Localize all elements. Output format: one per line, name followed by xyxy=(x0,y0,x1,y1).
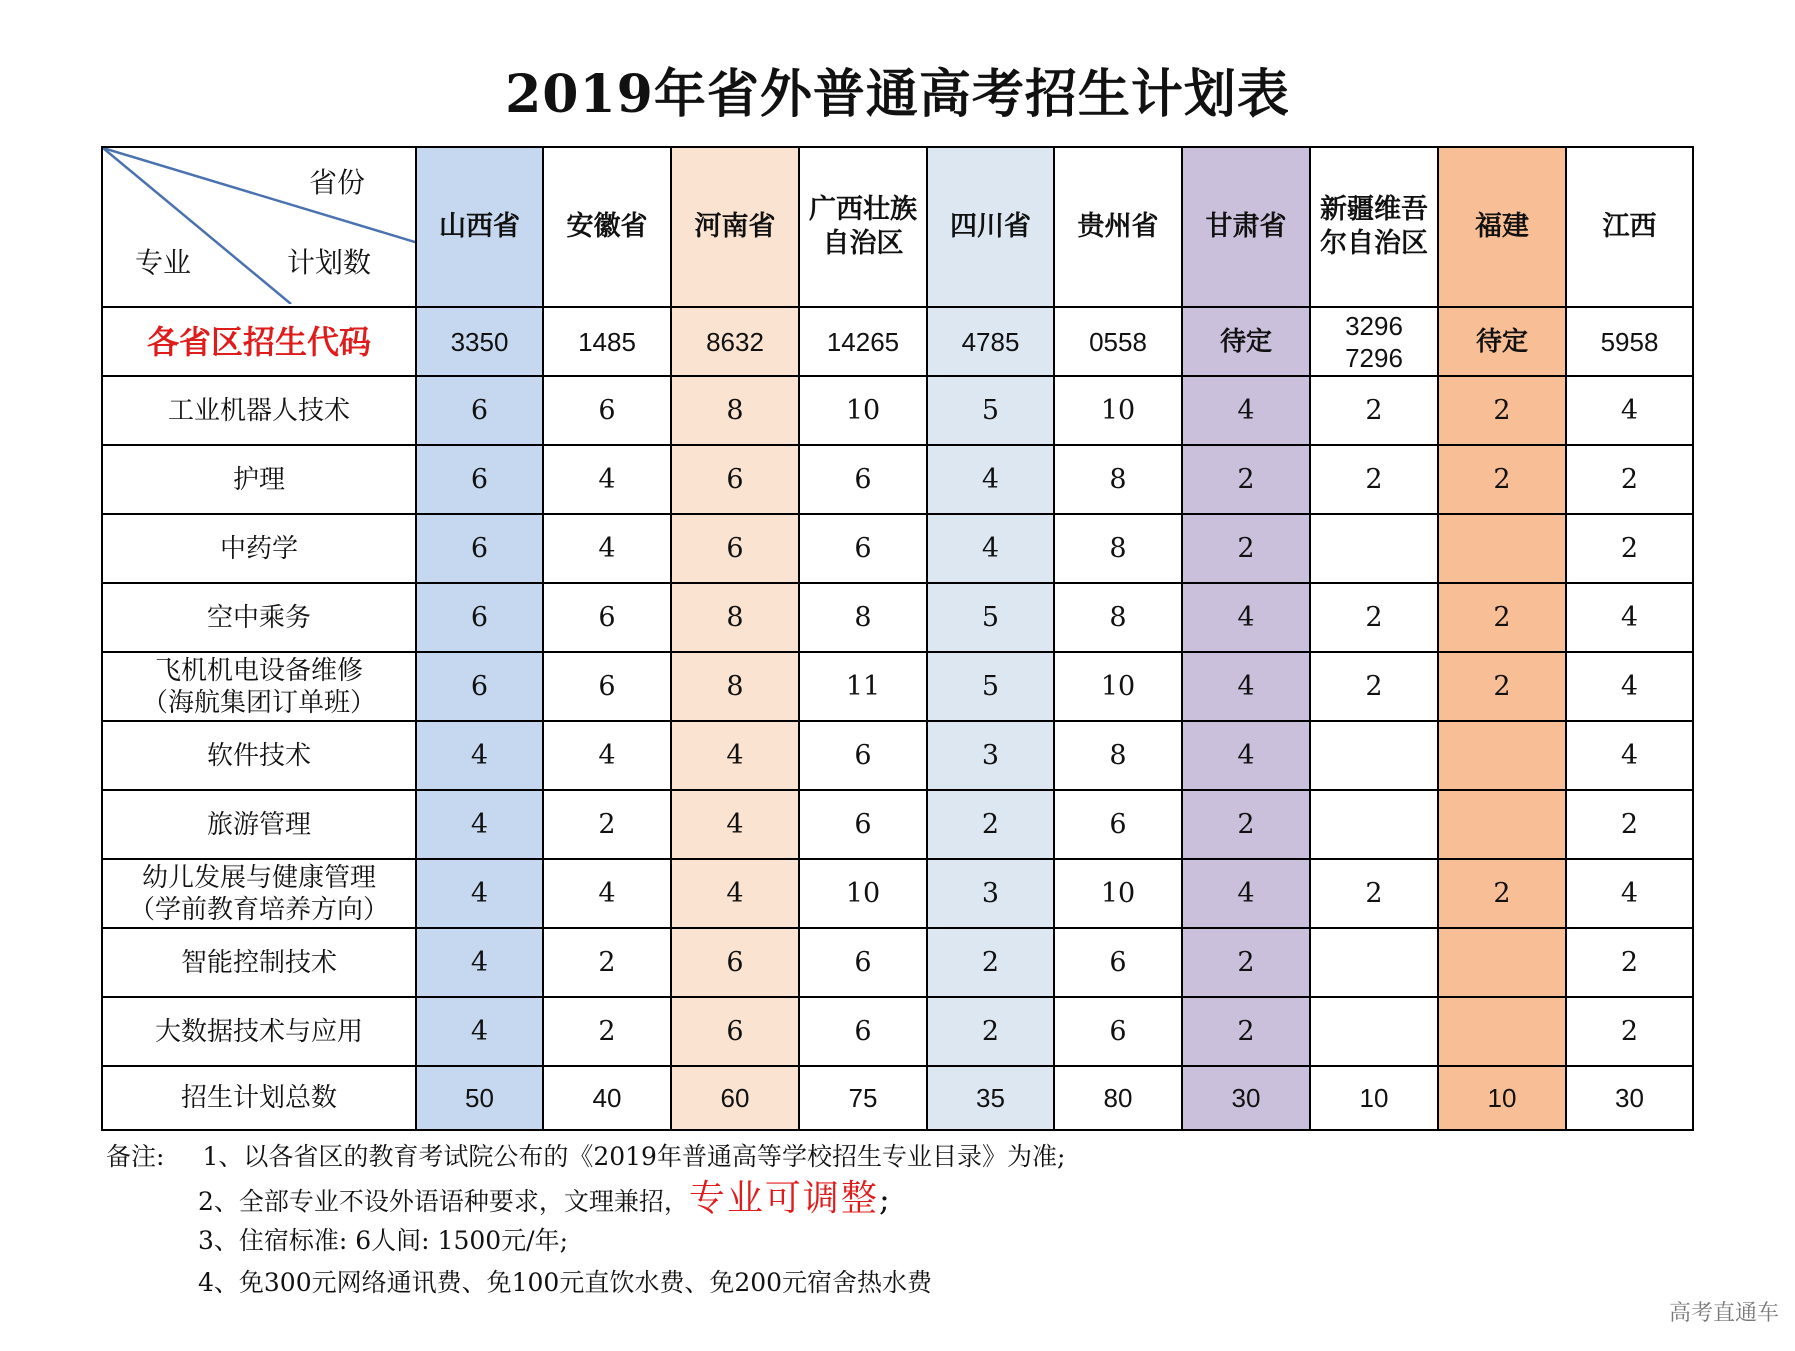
plan-count-cell: 2 xyxy=(1182,928,1310,997)
major-name-cell xyxy=(102,652,416,721)
province-code-5 xyxy=(1054,307,1182,376)
plan-count-cell: 35 xyxy=(927,1066,1054,1130)
province-code-line: 1485 xyxy=(578,326,636,357)
major-name-line: （海航集团订单班） xyxy=(141,687,376,718)
province-header-line: 福建 xyxy=(1475,211,1529,242)
major-row xyxy=(102,445,1693,514)
plan-count-cell xyxy=(1438,514,1566,583)
province-code-line: 7296 xyxy=(1345,342,1403,373)
plan-count-cell: 6 xyxy=(671,514,799,583)
plan-count-cell: 2 xyxy=(1182,997,1310,1066)
total-row xyxy=(102,1066,1693,1130)
province-header-line: 尔自治区 xyxy=(1320,228,1428,259)
plan-count-cell: 4 xyxy=(1182,376,1310,445)
plan-count-cell xyxy=(1310,997,1438,1066)
plan-count-cell: 2 xyxy=(1310,445,1438,514)
major-row xyxy=(102,928,1693,997)
province-header-line: 广西壮族 xyxy=(809,194,917,225)
plan-count-cell: 3 xyxy=(927,859,1054,928)
major-name-line: 旅游管理 xyxy=(206,809,311,840)
plan-count-cell: 6 xyxy=(543,583,671,652)
province-code-1 xyxy=(543,307,671,376)
major-name-line: 工业机器人技术 xyxy=(167,395,350,426)
plan-count-cell: 4 xyxy=(1566,376,1693,445)
plan-count-cell: 4 xyxy=(416,997,543,1066)
note-2-end: ; xyxy=(878,1180,890,1218)
plan-count-cell: 4 xyxy=(416,721,543,790)
province-code-7 xyxy=(1310,307,1438,376)
province-code-6 xyxy=(1182,307,1310,376)
plan-count-cell: 6 xyxy=(799,928,927,997)
plan-count-cell: 2 xyxy=(1438,583,1566,652)
province-code-4 xyxy=(927,307,1054,376)
province-code-line: 3296 xyxy=(1345,310,1403,341)
province-header-line: 山西省 xyxy=(439,211,520,242)
major-name-line: 智能控制技术 xyxy=(180,947,337,978)
plan-count-cell: 8 xyxy=(671,652,799,721)
plan-count-cell: 6 xyxy=(799,445,927,514)
plan-count-cell: 6 xyxy=(543,376,671,445)
plan-count-cell: 10 xyxy=(1054,859,1182,928)
plan-count-cell: 6 xyxy=(1054,997,1182,1066)
major-name-line: 幼儿发展与健康管理 xyxy=(141,862,376,893)
corner-count-label: 计划数 xyxy=(287,246,372,279)
province-header-4 xyxy=(927,147,1054,307)
plan-count-cell: 2 xyxy=(1566,790,1693,859)
plan-count-cell: 10 xyxy=(799,376,927,445)
plan-count-cell: 6 xyxy=(416,376,543,445)
plan-count-cell: 2 xyxy=(543,790,671,859)
major-name-line: 飞机机电设备维修 xyxy=(154,655,363,686)
province-code-line: 0558 xyxy=(1089,326,1147,357)
plan-count-cell xyxy=(1310,928,1438,997)
note-line-3 xyxy=(106,1221,1065,1263)
plan-count-cell: 10 xyxy=(1310,1066,1438,1130)
plan-count-cell: 2 xyxy=(543,997,671,1066)
plan-count-cell: 4 xyxy=(1182,859,1310,928)
major-row xyxy=(102,376,1693,445)
plan-count-cell: 10 xyxy=(1054,652,1182,721)
code-row-label: 各省区招生代码 xyxy=(102,307,416,376)
province-header-7 xyxy=(1310,147,1438,307)
province-code-line: 3350 xyxy=(450,326,509,357)
note-line-4 xyxy=(106,1263,1065,1305)
notes-section xyxy=(106,1137,1065,1305)
major-name-cell xyxy=(102,445,416,514)
note-3-text: 3、住宿标准: 6人间: 1500元/年; xyxy=(198,1226,569,1255)
province-header-line: 贵州省 xyxy=(1077,211,1159,242)
plan-count-cell: 2 xyxy=(1438,376,1566,445)
plan-count-cell: 2 xyxy=(1438,859,1566,928)
plan-count-cell: 60 xyxy=(671,1066,799,1130)
plan-count-cell: 6 xyxy=(799,997,927,1066)
plan-count-cell: 10 xyxy=(1054,376,1182,445)
plan-count-cell: 30 xyxy=(1566,1066,1693,1130)
province-header-line: 甘肃省 xyxy=(1205,211,1287,242)
plan-count-cell: 4 xyxy=(416,790,543,859)
plan-count-cell: 2 xyxy=(927,997,1054,1066)
plan-count-cell: 4 xyxy=(671,721,799,790)
plan-count-cell: 6 xyxy=(671,445,799,514)
major-row xyxy=(102,583,1693,652)
plan-count-cell: 6 xyxy=(799,790,927,859)
plan-count-cell: 6 xyxy=(799,514,927,583)
corner-diagonal-lines xyxy=(103,148,415,304)
plan-count-cell: 2 xyxy=(1310,583,1438,652)
province-code-row xyxy=(102,307,1693,376)
plan-count-cell: 4 xyxy=(416,859,543,928)
plan-count-cell: 4 xyxy=(671,790,799,859)
major-name-line: 大数据技术与应用 xyxy=(154,1016,363,1047)
plan-count-cell: 2 xyxy=(1566,445,1693,514)
plan-count-cell: 40 xyxy=(543,1066,671,1130)
major-name-line: 软件技术 xyxy=(206,740,311,771)
province-code-line: 5958 xyxy=(1600,326,1659,357)
page-title: 2019年省外普通高考招生计划表 xyxy=(505,64,1290,125)
major-row xyxy=(102,652,1693,721)
note-2-highlight: 专业可调整 xyxy=(688,1178,879,1219)
plan-count-cell: 6 xyxy=(416,445,543,514)
plan-count-cell: 8 xyxy=(799,583,927,652)
plan-count-cell: 4 xyxy=(1566,652,1693,721)
plan-count-cell: 6 xyxy=(799,721,927,790)
major-name-line: 空中乘务 xyxy=(206,602,311,633)
major-row xyxy=(102,721,1693,790)
province-header-5 xyxy=(1054,147,1182,307)
major-name-cell xyxy=(102,514,416,583)
plan-count-cell: 6 xyxy=(416,583,543,652)
note-line-1 xyxy=(106,1137,1065,1179)
province-header-line: 自治区 xyxy=(822,228,904,259)
plan-count-cell: 4 xyxy=(1566,721,1693,790)
plan-count-cell: 8 xyxy=(1054,721,1182,790)
plan-count-cell: 4 xyxy=(1182,652,1310,721)
plan-count-cell: 4 xyxy=(543,859,671,928)
plan-count-cell: 2 xyxy=(1566,928,1693,997)
province-code-line: 8632 xyxy=(706,326,764,357)
major-name-line: 招生计划总数 xyxy=(180,1083,337,1113)
plan-count-cell xyxy=(1438,721,1566,790)
plan-count-cell: 2 xyxy=(1310,859,1438,928)
plan-count-cell: 50 xyxy=(416,1066,543,1130)
province-code-0 xyxy=(416,307,543,376)
plan-count-cell: 4 xyxy=(416,928,543,997)
plan-count-cell xyxy=(1310,790,1438,859)
plan-count-cell: 5 xyxy=(927,376,1054,445)
plan-count-cell: 6 xyxy=(671,928,799,997)
note-4-text: 4、免300元网络通讯费、免100元直饮水费、免200元宿舍热水费 xyxy=(198,1268,933,1297)
plan-count-cell: 6 xyxy=(416,514,543,583)
major-row xyxy=(102,514,1693,583)
plan-count-cell: 4 xyxy=(927,514,1054,583)
header-row xyxy=(102,147,1693,307)
enrollment-plan-table xyxy=(101,146,1694,1131)
major-row xyxy=(102,859,1693,928)
province-header-2 xyxy=(671,147,799,307)
major-row xyxy=(102,790,1693,859)
province-code-8 xyxy=(1438,307,1566,376)
province-header-line: 四川省 xyxy=(950,211,1031,242)
major-name-cell xyxy=(102,721,416,790)
plan-count-cell xyxy=(1438,790,1566,859)
plan-count-cell: 10 xyxy=(1438,1066,1566,1130)
plan-count-cell: 8 xyxy=(1054,583,1182,652)
plan-count-cell: 4 xyxy=(543,445,671,514)
plan-count-cell: 2 xyxy=(1182,790,1310,859)
plan-count-cell: 4 xyxy=(1182,721,1310,790)
major-name-cell xyxy=(102,1066,416,1130)
plan-count-cell: 2 xyxy=(1310,376,1438,445)
plan-count-cell xyxy=(1438,928,1566,997)
major-name-cell xyxy=(102,376,416,445)
plan-count-cell: 4 xyxy=(1566,859,1693,928)
plan-count-cell: 6 xyxy=(1054,928,1182,997)
plan-count-cell: 8 xyxy=(671,583,799,652)
major-name-cell xyxy=(102,859,416,928)
plan-count-cell xyxy=(1310,514,1438,583)
plan-count-cell: 2 xyxy=(927,790,1054,859)
plan-count-cell: 4 xyxy=(1566,583,1693,652)
plan-count-cell: 4 xyxy=(927,445,1054,514)
province-header-line: 河南省 xyxy=(694,211,776,242)
major-name-cell xyxy=(102,928,416,997)
plan-count-cell xyxy=(1310,721,1438,790)
plan-count-cell xyxy=(1438,997,1566,1066)
note-1-text: 1、以各省区的教育考试院公布的《2019年普通高等学校招生专业目录》为准; xyxy=(202,1142,1066,1171)
plan-count-cell: 4 xyxy=(1182,583,1310,652)
plan-count-cell: 5 xyxy=(927,583,1054,652)
plan-count-cell: 11 xyxy=(799,652,927,721)
plan-count-cell: 6 xyxy=(671,997,799,1066)
province-code-line: 4785 xyxy=(961,326,1020,357)
corner-province-label: 省份 xyxy=(309,166,366,199)
province-header-6 xyxy=(1182,147,1310,307)
major-name-line: 中药学 xyxy=(219,533,298,564)
plan-count-cell: 10 xyxy=(799,859,927,928)
plan-count-cell: 2 xyxy=(543,928,671,997)
plan-count-cell: 2 xyxy=(1438,445,1566,514)
province-header-3 xyxy=(799,147,927,307)
plan-count-cell: 4 xyxy=(543,514,671,583)
plan-count-cell: 80 xyxy=(1054,1066,1182,1130)
province-header-1 xyxy=(543,147,671,307)
plan-count-cell: 2 xyxy=(1182,445,1310,514)
major-row xyxy=(102,997,1693,1066)
province-header-0 xyxy=(416,147,543,307)
plan-count-cell: 8 xyxy=(1054,514,1182,583)
province-header-line: 安徽省 xyxy=(566,211,648,242)
plan-count-cell: 6 xyxy=(543,652,671,721)
plan-count-cell: 2 xyxy=(1566,997,1693,1066)
plan-count-cell: 3 xyxy=(927,721,1054,790)
notes-prefix: 备注: xyxy=(106,1142,165,1171)
plan-count-cell: 6 xyxy=(1054,790,1182,859)
plan-count-cell: 2 xyxy=(927,928,1054,997)
plan-count-cell: 75 xyxy=(799,1066,927,1130)
plan-count-cell: 30 xyxy=(1182,1066,1310,1130)
plan-count-cell: 6 xyxy=(416,652,543,721)
province-code-3 xyxy=(799,307,927,376)
province-header-line: 新疆维吾 xyxy=(1320,194,1428,225)
province-code-9 xyxy=(1566,307,1693,376)
watermark: 高考直通车 xyxy=(1668,1301,1779,1326)
province-code-2 xyxy=(671,307,799,376)
province-code-line: 14265 xyxy=(826,326,900,357)
major-name-line: （学前教育培养方向） xyxy=(128,894,389,925)
major-name-cell xyxy=(102,790,416,859)
plan-count-cell: 2 xyxy=(1566,514,1693,583)
plan-count-cell: 8 xyxy=(1054,445,1182,514)
corner-major-label: 专业 xyxy=(135,246,192,279)
province-code-line: 待定 xyxy=(1219,326,1272,357)
province-header-line: 江西 xyxy=(1602,211,1657,242)
plan-count-cell: 4 xyxy=(543,721,671,790)
plan-count-cell: 4 xyxy=(671,859,799,928)
note-2-text: 2、全部专业不设外语语种要求，文理兼招， xyxy=(198,1187,689,1216)
plan-count-cell: 8 xyxy=(671,376,799,445)
plan-count-cell: 2 xyxy=(1438,652,1566,721)
note-line-2 xyxy=(106,1179,1065,1221)
province-code-line: 待定 xyxy=(1475,326,1528,357)
major-name-cell xyxy=(102,583,416,652)
province-header-9 xyxy=(1566,147,1693,307)
major-name-cell xyxy=(102,997,416,1066)
province-header-8 xyxy=(1438,147,1566,307)
corner-cell xyxy=(102,147,416,307)
major-name-line: 护理 xyxy=(232,464,285,495)
plan-count-cell: 2 xyxy=(1310,652,1438,721)
plan-count-cell: 2 xyxy=(1182,514,1310,583)
plan-count-cell: 5 xyxy=(927,652,1054,721)
